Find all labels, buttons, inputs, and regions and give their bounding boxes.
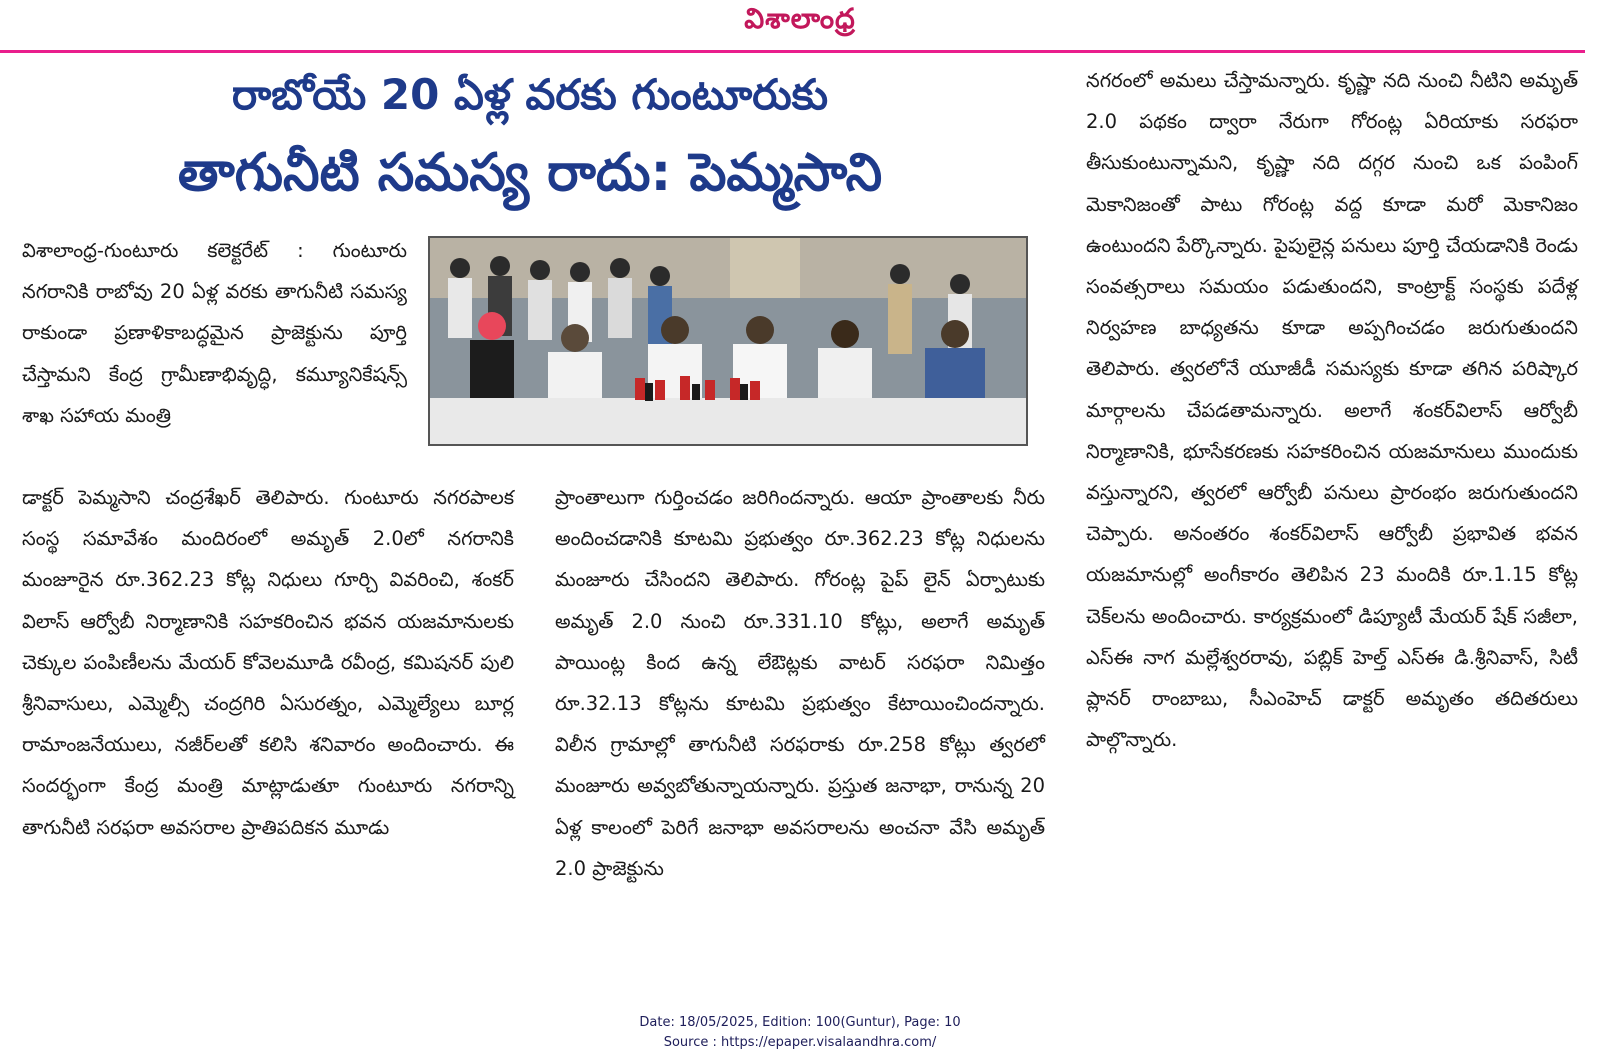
press-meet-photo	[428, 236, 1028, 446]
headline-line-1: రాబోయే 20 ఏళ్ల వరకు గుంటూరుకు	[231, 70, 829, 119]
article-column-2: ప్రాంతాలుగా గుర్తించడం జరిగిందన్నారు. ఆయా ప్రాంతాలకు నీరు అందించడానికి కూటమి ప్రభుత్వం రూ.362.23 కోట్ల నిధులను మంజూరు చేసిందని తెలిపారు. గోరంట్ల పైప్ లైన్ ఏర్పాటుకు అమృత్ 2.0 నుంచి రూ.331.10 కోట్లు, అలాగే అమృత్ పాయింట్ల కింద ఉన్న లేఔట్లకు వాటర్ సరఫరా నిమిత్తం రూ.32.13 కోట్లను కూటమి ప్రభుత్వం కేటాయించిందన్నారు. విలీన గ్రామాల్లో తాగునీటి సరఫరాకు రూ.258 కోట్లు త్వరలో మంజూరు అవ్వబోతున్నాయన్నారు. ప్రస్తుత జనాభా, రానున్న 20 ఏళ్ల కాలంలో పెరిగే జనాభా అవసరాలను అంచనా వేసి అమృత్ 2.0 ప్రాజెక్టును	[555, 486, 1045, 880]
footer-source-link[interactable]: Source : https://epaper.visalaandhra.com/	[663, 1035, 937, 1050]
article-column-1-bottom: డాక్టర్ పెమ్మసాని చంద్రశేఖర్ తెలిపారు. గుంటూరు నగరపాలక సంస్థ సమావేశం మందిరంలో అమృత్ 2.0లో నగరానికి మంజూరైన రూ.362.23 కోట్ల నిధులు గూర్చి వివరించి, శంకర్ విలాస్ ఆర్వోబీ నిర్మాణానికి సహకరించిన భవన యజమానులకు చెక్కుల పంపిణీలను మేయర్ కోవెలమూడి రవీంద్ర, కమిషనర్ పులి శ్రీనివాసులు, ఎమ్మెల్సీ చంద్రగిరి ఏసురత్నం, ఎమ్మెల్యేలు బూర్ల రామాంజనేయులు, నజీర్‌లతో కలిసి శనివారం అందించారు. ఈ సందర్భంగా కేంద్ర మంత్రి మాట్లాడుతూ గుంటూరు నగరాన్ని తాగునీటి సరఫరా అవసరాల ప్రాతిపదికన మూడు	[22, 486, 514, 839]
footer-date-line: Date: 18/05/2025, Edition: 100(Guntur), Page: 10	[639, 1015, 961, 1030]
masthead	[0, 0, 1600, 50]
newspaper-logo: విశాలాంధ్ర	[744, 2, 856, 35]
press-meet-photo-illustration	[430, 238, 1028, 446]
headline-line-2: తాగునీటి సమస్య రాదు: పెమ్మసాని	[177, 143, 883, 203]
article-column-3: నగరంలో అమలు చేస్తామన్నారు. కృష్ణా నది నుంచి నీటిని అమృత్ 2.0 పథకం ద్వారా నేరుగా గోరంట్ల ఏరియాకు సరఫరా తీసుకుంటున్నామని, కృష్ణా నది దగ్గర నుంచి ఒక పంపింగ్ మెకానిజంతో పాటు గోరంట్ల వద్ద కూడా మరో మెకానిజం ఉంటుందని పేర్కొన్నారు. పైపులైన్ల పనులు పూర్తి చేయడానికి రెండు సంవత్సరాలు సమయం పడుతుందని, కాంట్రాక్ట్ సంస్థకు పదేళ్ల నిర్వహణ బాధ్యతను కూడా అప్పగించడం జరుగుతుందని తెలిపారు. త్వరలోనే యూజీడీ సమస్యకు కూడా తగిన పరిష్కార మార్గాలను చేపడతామన్నారు. అలాగే శంకర్‌విలాస్ ఆర్వోబీ నిర్మాణానికి, భూసేకరణకు సహకరించిన యజమానులు ముందుకు వస్తున్నారని, త్వరలో ఆర్వోబీ పనులు ప్రారంభం జరుగుతుందని చెప్పారు. అనంతరం శంకర్‌విలాస్ ఆర్వోబీ ప్రభావిత భవన యజమానుల్లో అంగీకారం తెలిపిన 23 మందికి రూ.1.15 కోట్ల చెక్‌లను అందించారు. కార్యక్రమంలో డిప్యూటీ మేయర్ షేక్ సజీలా, ఎస్ఈ నాగ మల్లేశ్వరరావు, పబ్లిక్ హెల్త్ ఎస్ఈ డి.శ్రీనివాస్, సిటీ ప్లానర్ రాంబాబు, సీఎంహెచ్ డాక్టర్ అమృతం తదితరులు పాల్గొన్నారు.	[1086, 69, 1578, 752]
article-column-1-top: విశాలాంధ్ర-గుంటూరు కలెక్టరేట్ : గుంటూరు నగరానికి రాబోవు 20 ఏళ్ల వరకు తాగునీటి సమస్య రాకుండా ప్రణాళికాబద్ధమైన ప్రాజెక్టును పూర్తి చేస్తామని కేంద్ర గ్రామీణాభివృద్ధి, కమ్యూనికేషన్స్ శాఖ సహాయ మంత్రి	[22, 239, 407, 427]
masthead-rule	[0, 50, 1585, 53]
